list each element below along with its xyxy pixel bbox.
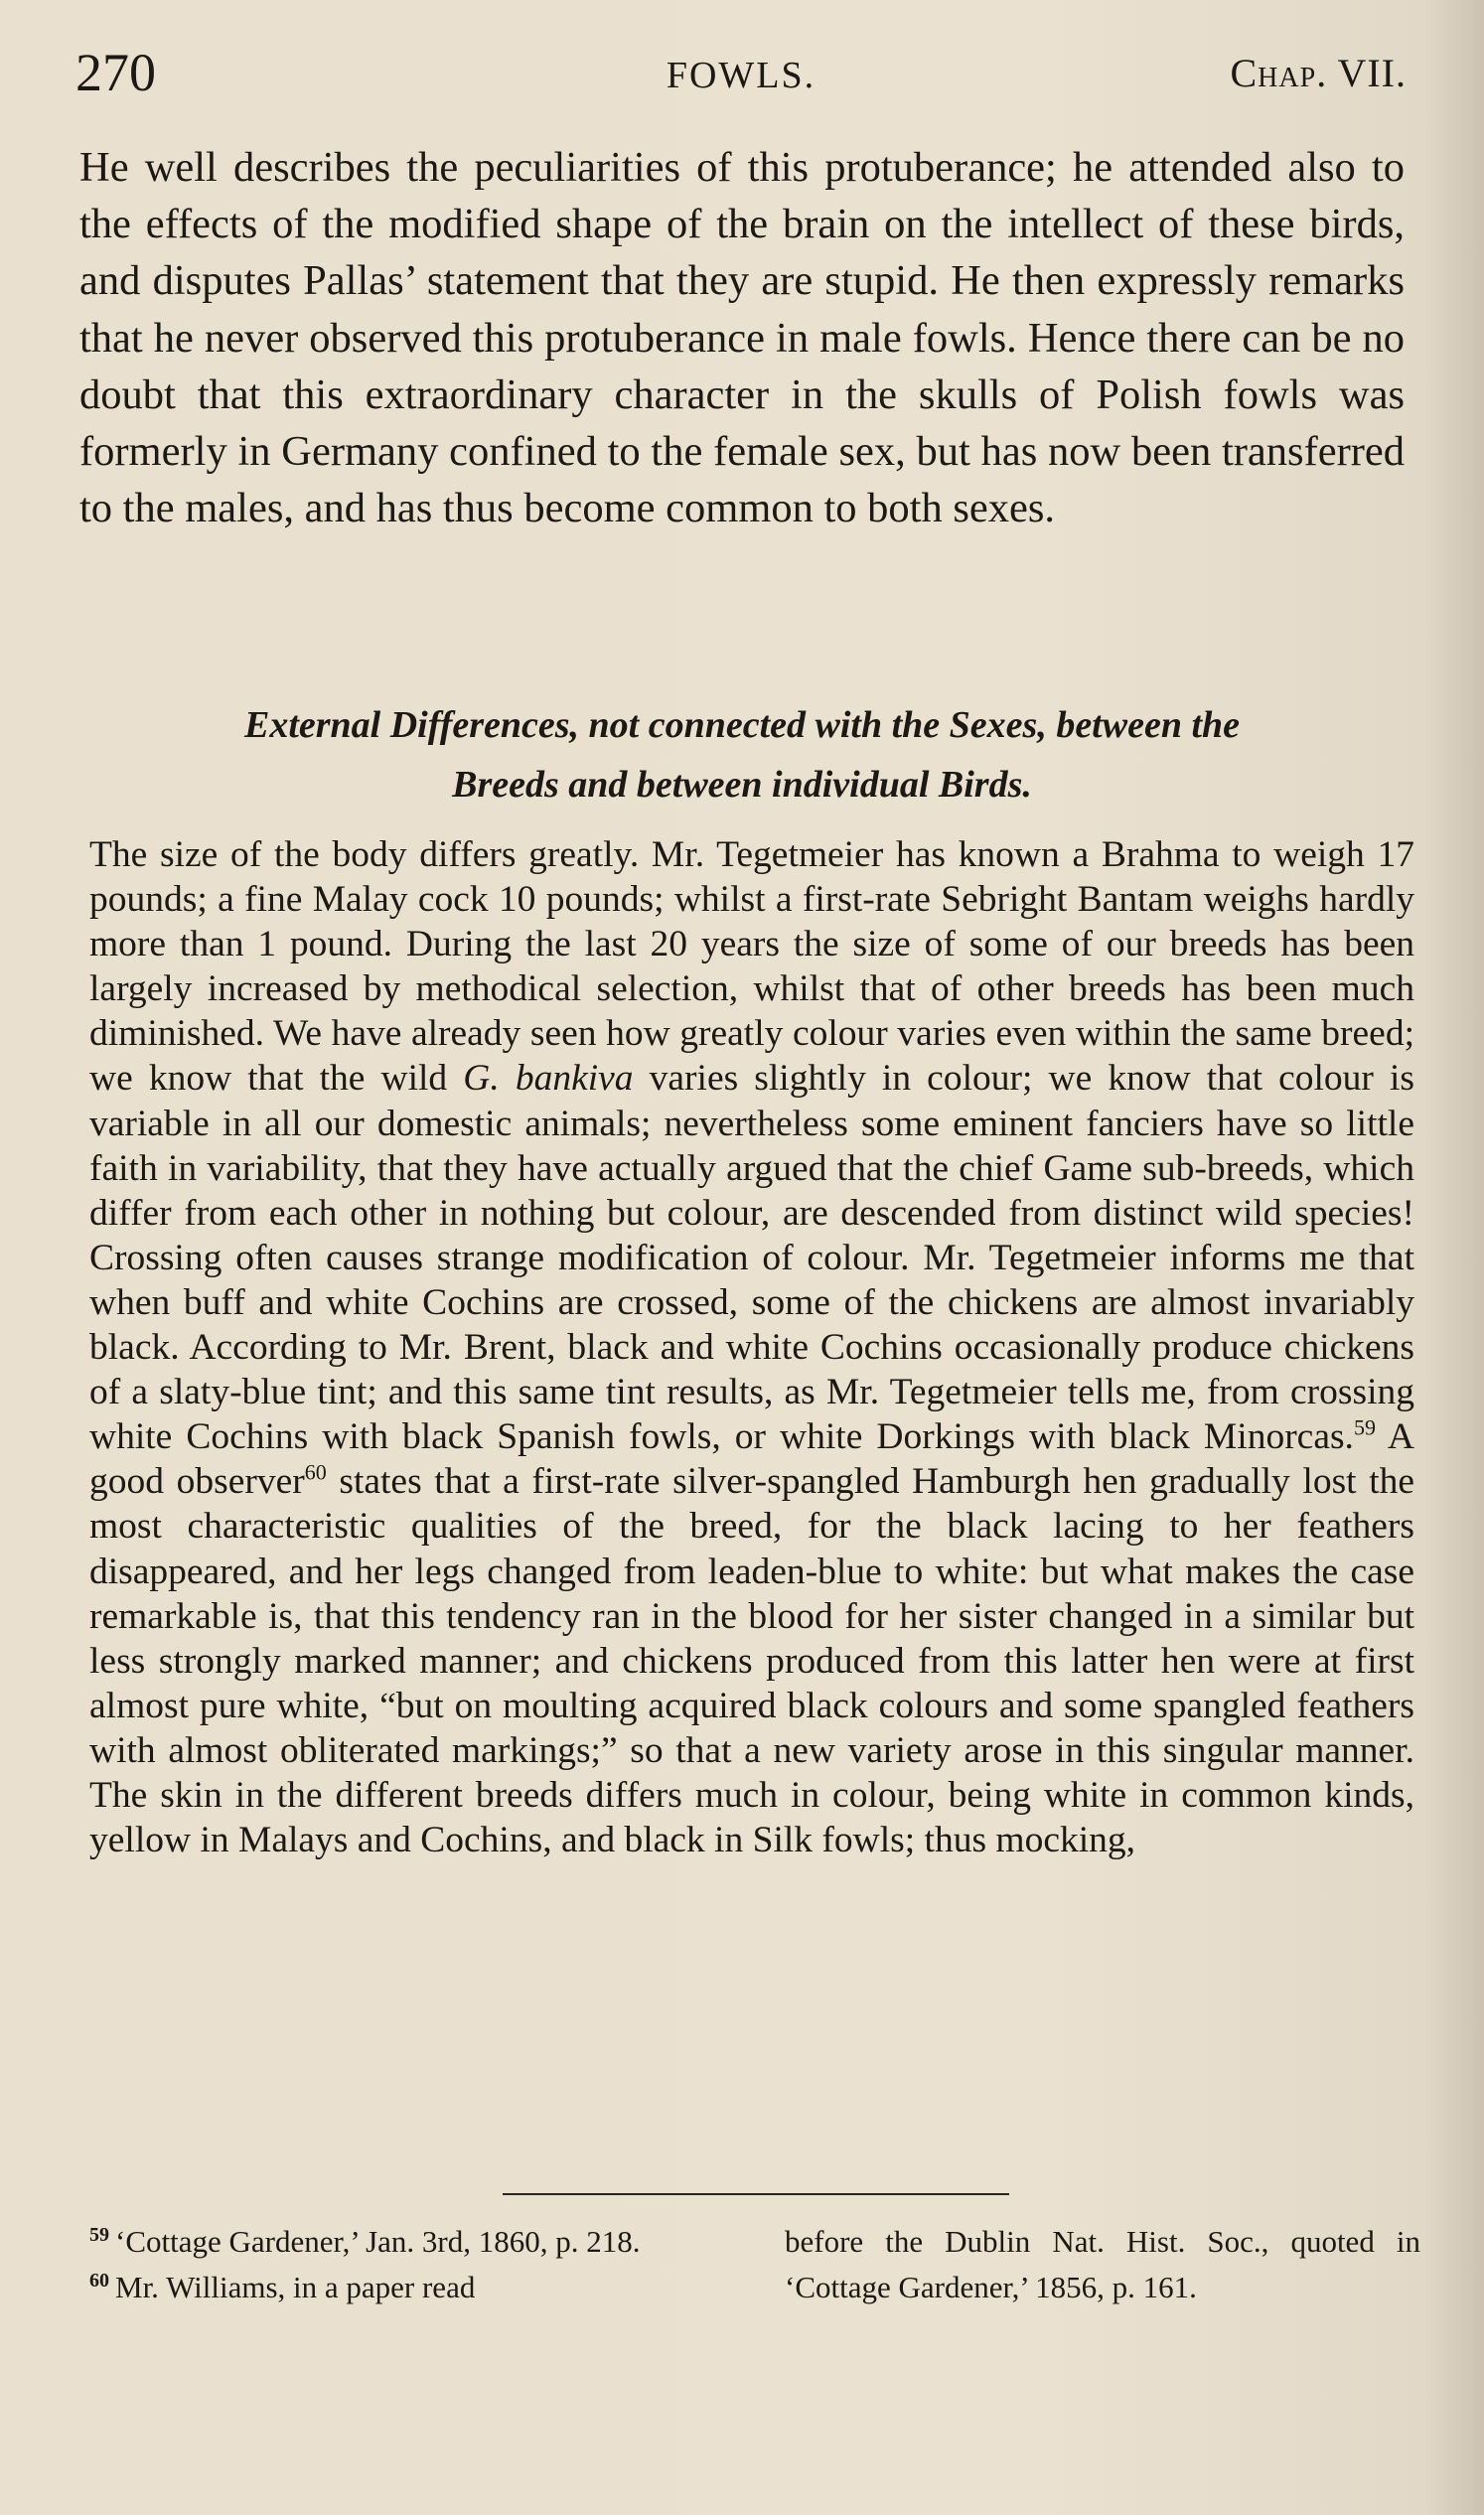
- main-paragraph-part-4: states that a first-rate silver-spangled Hamburgh hen gradually lost the most characteristic qualities of the breed, for the black lacing to her feathers disappeared, and her legs changed from leaden-blue to white: but what makes the case remarkable is, that this tendency ran in the blood for her sister changed in a similar but less strongly marked manner; and chickens produced from this latter hen were at first almost pure white, “but on moulting acquired black colours and some spangled feathers with almost obliterated markings;” so that a new variety arose in this singular manner. The skin in the different breeds differs much in colour, being white in common kinds, yellow in Malays and Cochins, and black in Silk fowls; thus mocking,: [89, 1461, 1415, 1861]
- footnote-column-left: [89, 2219, 725, 2310]
- footnote-ref-59[interactable]: 59: [1353, 1414, 1376, 1440]
- running-title: FOWLS.: [666, 55, 816, 96]
- main-paragraph: [89, 832, 1414, 1862]
- main-paragraph-part-3: A good observer: [89, 1416, 1414, 1503]
- chapter-reference: Chap. VII.: [1230, 51, 1407, 95]
- section-heading-line-2: Breeds and between individual Birds.: [452, 764, 1032, 806]
- opening-paragraph: He well describes the peculiarities of this protuberance; he attended also to the effects of the modified shape of the brain on the intellect of these birds, and disputes Pallas’ statement that they are stupid. He then expressly remarks that he never observed this protuberance in male fowls. Hence there can be no doubt that this extraordinary character in the skulls of Polish fowls was formerly in Germany confined to the female sex, but has now been transferred to the males, and has thus become common to both sexes.: [79, 144, 1405, 532]
- page-edge-shadow: [1424, 0, 1484, 2515]
- running-header: [75, 42, 1407, 121]
- footnote-60-text-a: Mr. Williams, in a paper read: [115, 2270, 476, 2304]
- section-heading-line-1: External Differences, not connected with the Sexes, between the: [243, 704, 1241, 746]
- footnote-60-continued: before the Dublin Nat. Hist. Soc., quoted in ‘Cottage Gardener,’ 1856, p. 161.: [785, 2224, 1420, 2304]
- footnote-divider: [503, 2193, 1009, 2195]
- footnote-number-60: 60: [89, 2269, 109, 2292]
- species-name: G. bankiva: [463, 1058, 634, 1100]
- main-paragraph-part-1: The size of the body differs greatly. Mr. Tegetmeier has known a Brahma to weigh 17 pounds; a fine Malay cock 10 pounds; whilst a first-rate Sebright Bantam weighs hardly more than 1 pound. During the last 20 years the size of some of our breeds has been largely increased by methodical selection, whilst that of other breeds has been much diminished. We have already seen how greatly colour varies even within the same breed; we know that the wild: [89, 834, 1414, 1100]
- main-paragraph-part-2: varies slightly in colour; we know that colour is variable in all our domestic animals; nevertheless some eminent fanciers have so little faith in variability, that they have actually argued that the chief Game sub-breeds, which differ from each other in nothing but colour, are descended from distinct wild species! Crossing often causes strange modification of colour. Mr. Tegetmeier informs me that when buff and white Cochins are crossed, some of the chickens are almost invariably black. According to Mr. Brent, black and white Cochins occasionally produce chickens of a slaty-blue tint; and this same tint results, as Mr. Tegetmeier tells me, from crossing white Cochins with black Spanish fowls, or white Dorkings with black Minorcas.: [89, 1058, 1415, 1458]
- footnote-ref-60[interactable]: 60: [304, 1459, 327, 1485]
- page-number: 270: [75, 43, 156, 102]
- section-heading: [79, 695, 1405, 814]
- footnote-column-right: [785, 2219, 1420, 2310]
- footnote-59-text: ‘Cottage Gardener,’ Jan. 3rd, 1860, p. 218.: [115, 2224, 641, 2259]
- footnote-number-59: 59: [89, 2223, 109, 2246]
- footnote-59: [89, 2219, 725, 2265]
- footnote-60: [89, 2265, 725, 2310]
